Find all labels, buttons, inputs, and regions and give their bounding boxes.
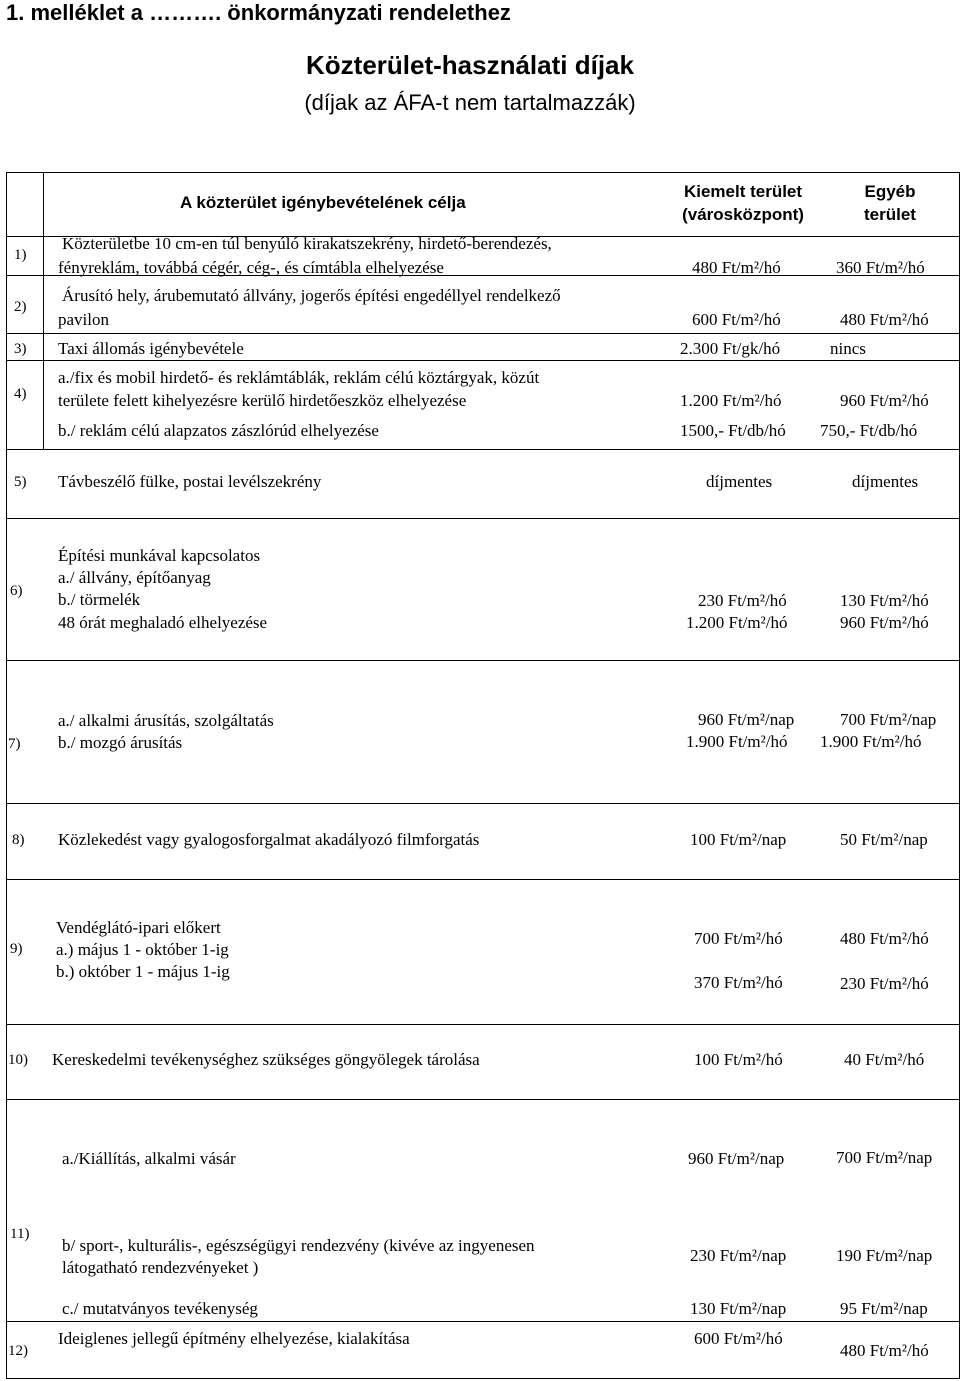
fee-other: nincs [830,339,866,358]
row-description: látogatható rendezvényeket ) [62,1258,259,1277]
fee-highlighted: 700 Ft/m²/hó [694,929,783,948]
row-description: pavilon [58,310,109,329]
row-number: 9) [10,941,23,957]
column-header-other-line1: Egyéb [864,182,916,201]
document-title: Közterület-használati díjak [306,50,634,80]
fee-highlighted: 230 Ft/m²/nap [690,1246,787,1265]
fee-highlighted: 370 Ft/m²/hó [694,973,783,992]
fee-highlighted: 2.300 Ft/gk/hó [680,339,781,358]
fee-other: 700 Ft/m²/nap [840,710,937,729]
row-description: Közlekedést vagy gyalogosforgalmat akadályozó filmforgatás [58,830,480,849]
fee-other: 1.900 Ft/m²/hó [820,732,922,751]
row-divider [7,360,959,361]
fee-other: 230 Ft/m²/hó [840,974,929,993]
row-description: Távbeszélő fülke, postai levélszekrény [58,472,322,491]
fee-other: 700 Ft/m²/nap [836,1148,933,1167]
column-header-other-line2: terület [864,205,916,224]
row-description: c./ mutatványos tevékenység [62,1299,258,1318]
fee-highlighted: 100 Ft/m²/nap [690,830,787,849]
fee-highlighted: 480 Ft/m²/hó [692,258,781,277]
row-description: a./ alkalmi árusítás, szolgáltatás [58,711,274,730]
row-description: b.) október 1 - május 1-ig [56,962,230,981]
row-number: 10) [8,1052,28,1068]
row-description: Vendéglátó-ipari előkert [56,918,221,937]
fee-other: 480 Ft/m²/hó [840,1341,929,1360]
fee-other: 360 Ft/m²/hó [836,258,925,277]
row-description: Építési munkával kapcsolatos [58,546,261,565]
row-description: a./Kiállítás, alkalmi vásár [62,1149,236,1168]
fee-other: 130 Ft/m²/hó [840,591,929,610]
row-divider [7,1321,959,1322]
column-header-purpose: A közterület igénybevételének célja [180,193,466,212]
column-header-highlighted-line2: (városközpont) [682,205,804,224]
fee-other: díjmentes [852,472,919,491]
row-divider [7,333,959,334]
row-description: Árusító hely, árubemutató állvány, jogerős építési engedéllyel rendelkező [62,286,561,305]
document-header: 1. melléklet a ………. önkormányzati rendelethez [6,0,511,25]
row-number: 4) [14,386,27,402]
row-divider [7,1024,959,1025]
fee-other: 960 Ft/m²/hó [840,613,929,632]
row-description: b/ sport-, kulturális-, egészségügyi rendezvény (kivéve az ingyenesen [62,1236,535,1255]
fee-highlighted: 600 Ft/m²/hó [692,310,781,329]
fee-other: 95 Ft/m²/nap [840,1299,928,1318]
column-divider-number [43,173,44,449]
fee-highlighted: 600 Ft/m²/hó [694,1329,783,1348]
fee-other: 40 Ft/m²/hó [844,1050,925,1069]
row-number: 5) [14,474,27,490]
row-divider [7,803,959,804]
fee-other: 480 Ft/m²/hó [840,929,929,948]
row-description: Kereskedelmi tevékenységhez szükséges göngyölegek tárolása [52,1050,480,1069]
row-description: b./ reklám célú alapzatos zászlórúd elhelyezése [58,421,379,440]
row-description: a.) május 1 - október 1-ig [56,940,229,959]
fee-highlighted: díjmentes [706,472,773,491]
row-number: 11) [10,1226,30,1242]
fee-highlighted: 130 Ft/m²/nap [690,1299,787,1318]
document-subtitle: (díjak az ÁFA-t nem tartalmazzák) [304,90,636,115]
row-divider [7,879,959,880]
fee-highlighted: 100 Ft/m²/hó [694,1050,783,1069]
row-description: a./ állvány, építőanyag [58,568,211,587]
row-divider [7,449,959,450]
fee-highlighted: 1.200 Ft/m²/hó [686,613,788,632]
fee-other: 480 Ft/m²/hó [840,310,929,329]
row-divider [7,1099,959,1100]
row-number: 1) [14,247,27,263]
row-description: területe felett kihelyezésre kerülő hirdetőeszköz elhelyezése [58,391,467,410]
row-number: 3) [14,341,27,357]
row-description: a./fix és mobil hirdető- és reklámtáblák, reklám célú köztárgyak, közút [58,368,540,387]
column-header-highlighted-line1: Kiemelt terület [683,182,803,201]
row-description: 48 órát meghaladó elhelyezése [58,613,268,632]
row-number: 7) [8,736,21,752]
fee-highlighted: 960 Ft/m²/nap [688,1149,785,1168]
fee-other: 190 Ft/m²/nap [836,1246,933,1265]
fee-highlighted: 1500,- Ft/db/hó [680,421,786,440]
row-number: 8) [12,832,25,848]
row-divider [7,518,959,519]
row-description: Ideiglenes jellegű építmény elhelyezése, kialakítása [58,1329,410,1348]
fee-highlighted: 230 Ft/m²/hó [698,591,787,610]
fee-highlighted: 1.900 Ft/m²/hó [686,732,788,751]
fee-other: 50 Ft/m²/nap [840,830,928,849]
fee-other: 960 Ft/m²/hó [840,391,929,410]
row-description: fényreklám, továbbá cégér, cég-, és címtábla elhelyezése [58,258,444,277]
fee-highlighted: 960 Ft/m²/nap [698,710,795,729]
row-description: Közterületbe 10 cm-en túl benyúló kirakatszekrény, hirdető-berendezés, [62,234,552,253]
row-description: Taxi állomás igénybevétele [58,339,244,358]
row-number: 2) [14,299,27,315]
row-divider [7,660,959,661]
row-description: b./ mozgó árusítás [58,733,183,752]
row-number: 6) [10,583,23,599]
row-description: b./ törmelék [58,590,141,609]
fee-other: 750,- Ft/db/hó [820,421,918,440]
fee-highlighted: 1.200 Ft/m²/hó [680,391,782,410]
row-number: 12) [8,1343,28,1359]
